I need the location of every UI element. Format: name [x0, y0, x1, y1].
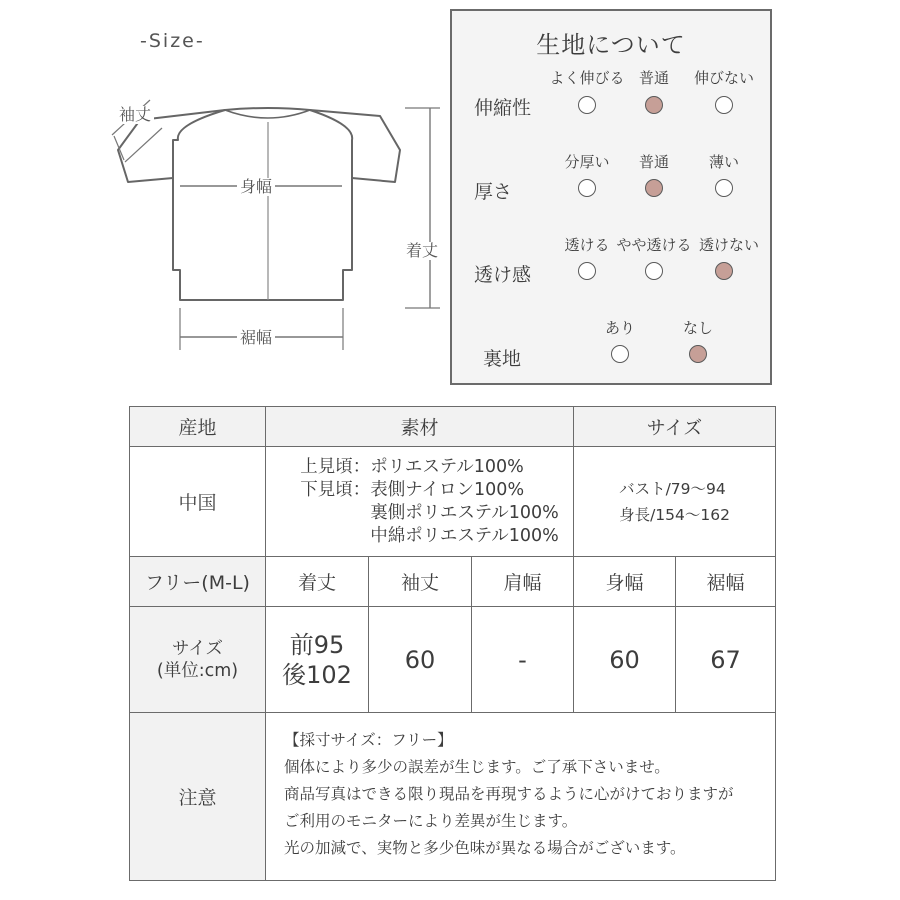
lining-option-yes: あり [604, 319, 636, 337]
notes-line: ご利用のモニターにより差異が生じます。 [284, 812, 578, 830]
thickness-option-normal: 普通 [638, 153, 670, 171]
hem-width-value: 67 [676, 607, 776, 713]
thickness-label: 厚さ [474, 181, 513, 203]
length-back-value: 後102 [282, 660, 352, 689]
stretch-circle-none [715, 96, 733, 114]
shoulder-header: 肩幅 [472, 557, 574, 607]
shoulder-value: - [472, 607, 574, 713]
size-unit-label [130, 607, 266, 713]
length-value [266, 607, 369, 713]
free-size-header: フリー(M-L) [130, 557, 266, 607]
thickness-option-thin: 薄い [708, 153, 740, 171]
material-cell [266, 447, 574, 557]
origin-value: 中国 [130, 447, 266, 557]
sheerness-option-slightly: やや透ける [616, 236, 692, 254]
notes-line: 個体により多少の誤差が生じます。ご了承下さいませ。 [284, 758, 670, 776]
notes-cell [266, 713, 776, 881]
stretch-option-normal: 普通 [638, 69, 670, 87]
lining-label: 裏地 [483, 348, 522, 370]
size-title: -Size- [140, 30, 205, 52]
origin-header: 産地 [130, 407, 266, 447]
material-line: 上見頃：ポリエステル100% [300, 456, 524, 477]
size-header: サイズ [574, 407, 776, 447]
size-unit-label-line2: (単位:cm) [156, 660, 239, 681]
material-line: 中綿ポリエステル100% [300, 525, 559, 546]
length-label: 着丈 [403, 242, 441, 260]
body-width-label: 身幅 [237, 178, 275, 196]
sleeve-value: 60 [369, 607, 472, 713]
thickness-circle-normal-selected [645, 179, 663, 197]
thickness-circle-thick [578, 179, 596, 197]
thickness-option-thick: 分厚い [564, 153, 610, 171]
length-front-value: 前95 [289, 630, 345, 659]
hem-width-header: 裾幅 [676, 557, 776, 607]
lining-option-no: なし [682, 319, 714, 337]
length-header: 着丈 [266, 557, 369, 607]
height-range: 身長/154～162 [619, 505, 730, 524]
lining-circle-no-selected [689, 345, 707, 363]
stretch-circle-normal-selected [645, 96, 663, 114]
notes-line: 商品写真はできる限り現品を再現するように心がけておりますが [284, 785, 734, 803]
sleeve-length-label: 袖丈 [116, 106, 154, 124]
spec-table [129, 406, 776, 881]
stretch-label: 伸縮性 [474, 97, 532, 119]
notes-line: 光の加減で、実物と多少色味が異なる場合がございます。 [284, 839, 686, 857]
size-cell [574, 447, 776, 557]
material-line: 下見頃：表側ナイロン100% [300, 479, 525, 500]
lining-circle-yes [611, 345, 629, 363]
size-unit-label-line1: サイズ [171, 638, 224, 659]
sheerness-option-sheer: 透ける [564, 236, 610, 254]
stretch-circle-high [578, 96, 596, 114]
fabric-info-panel [450, 9, 772, 385]
garment-outline [173, 108, 352, 300]
notes-line: 【採寸サイズ：フリー】 [284, 731, 453, 749]
hem-width-label: 裾幅 [237, 329, 275, 347]
body-width-header: 身幅 [574, 557, 676, 607]
notes-label: 注意 [130, 713, 266, 881]
fabric-title: 生地について [536, 31, 686, 59]
material-header: 素材 [266, 407, 574, 447]
bust-range: バスト/79～94 [619, 479, 726, 498]
sheerness-circle-slightly [645, 262, 663, 280]
garment-diagram [0, 0, 450, 400]
stretch-option-none: 伸びない [693, 69, 755, 87]
body-width-value: 60 [574, 607, 676, 713]
sheerness-label: 透け感 [474, 264, 532, 286]
material-line: 裏側ポリエステル100% [300, 502, 559, 523]
sheerness-option-none: 透けない [698, 236, 760, 254]
thickness-circle-thin [715, 179, 733, 197]
stretch-option-high: よく伸びる [549, 69, 625, 87]
sheerness-circle-none-selected [715, 262, 733, 280]
sheerness-circle-sheer [578, 262, 596, 280]
sleeve-header: 袖丈 [369, 557, 472, 607]
